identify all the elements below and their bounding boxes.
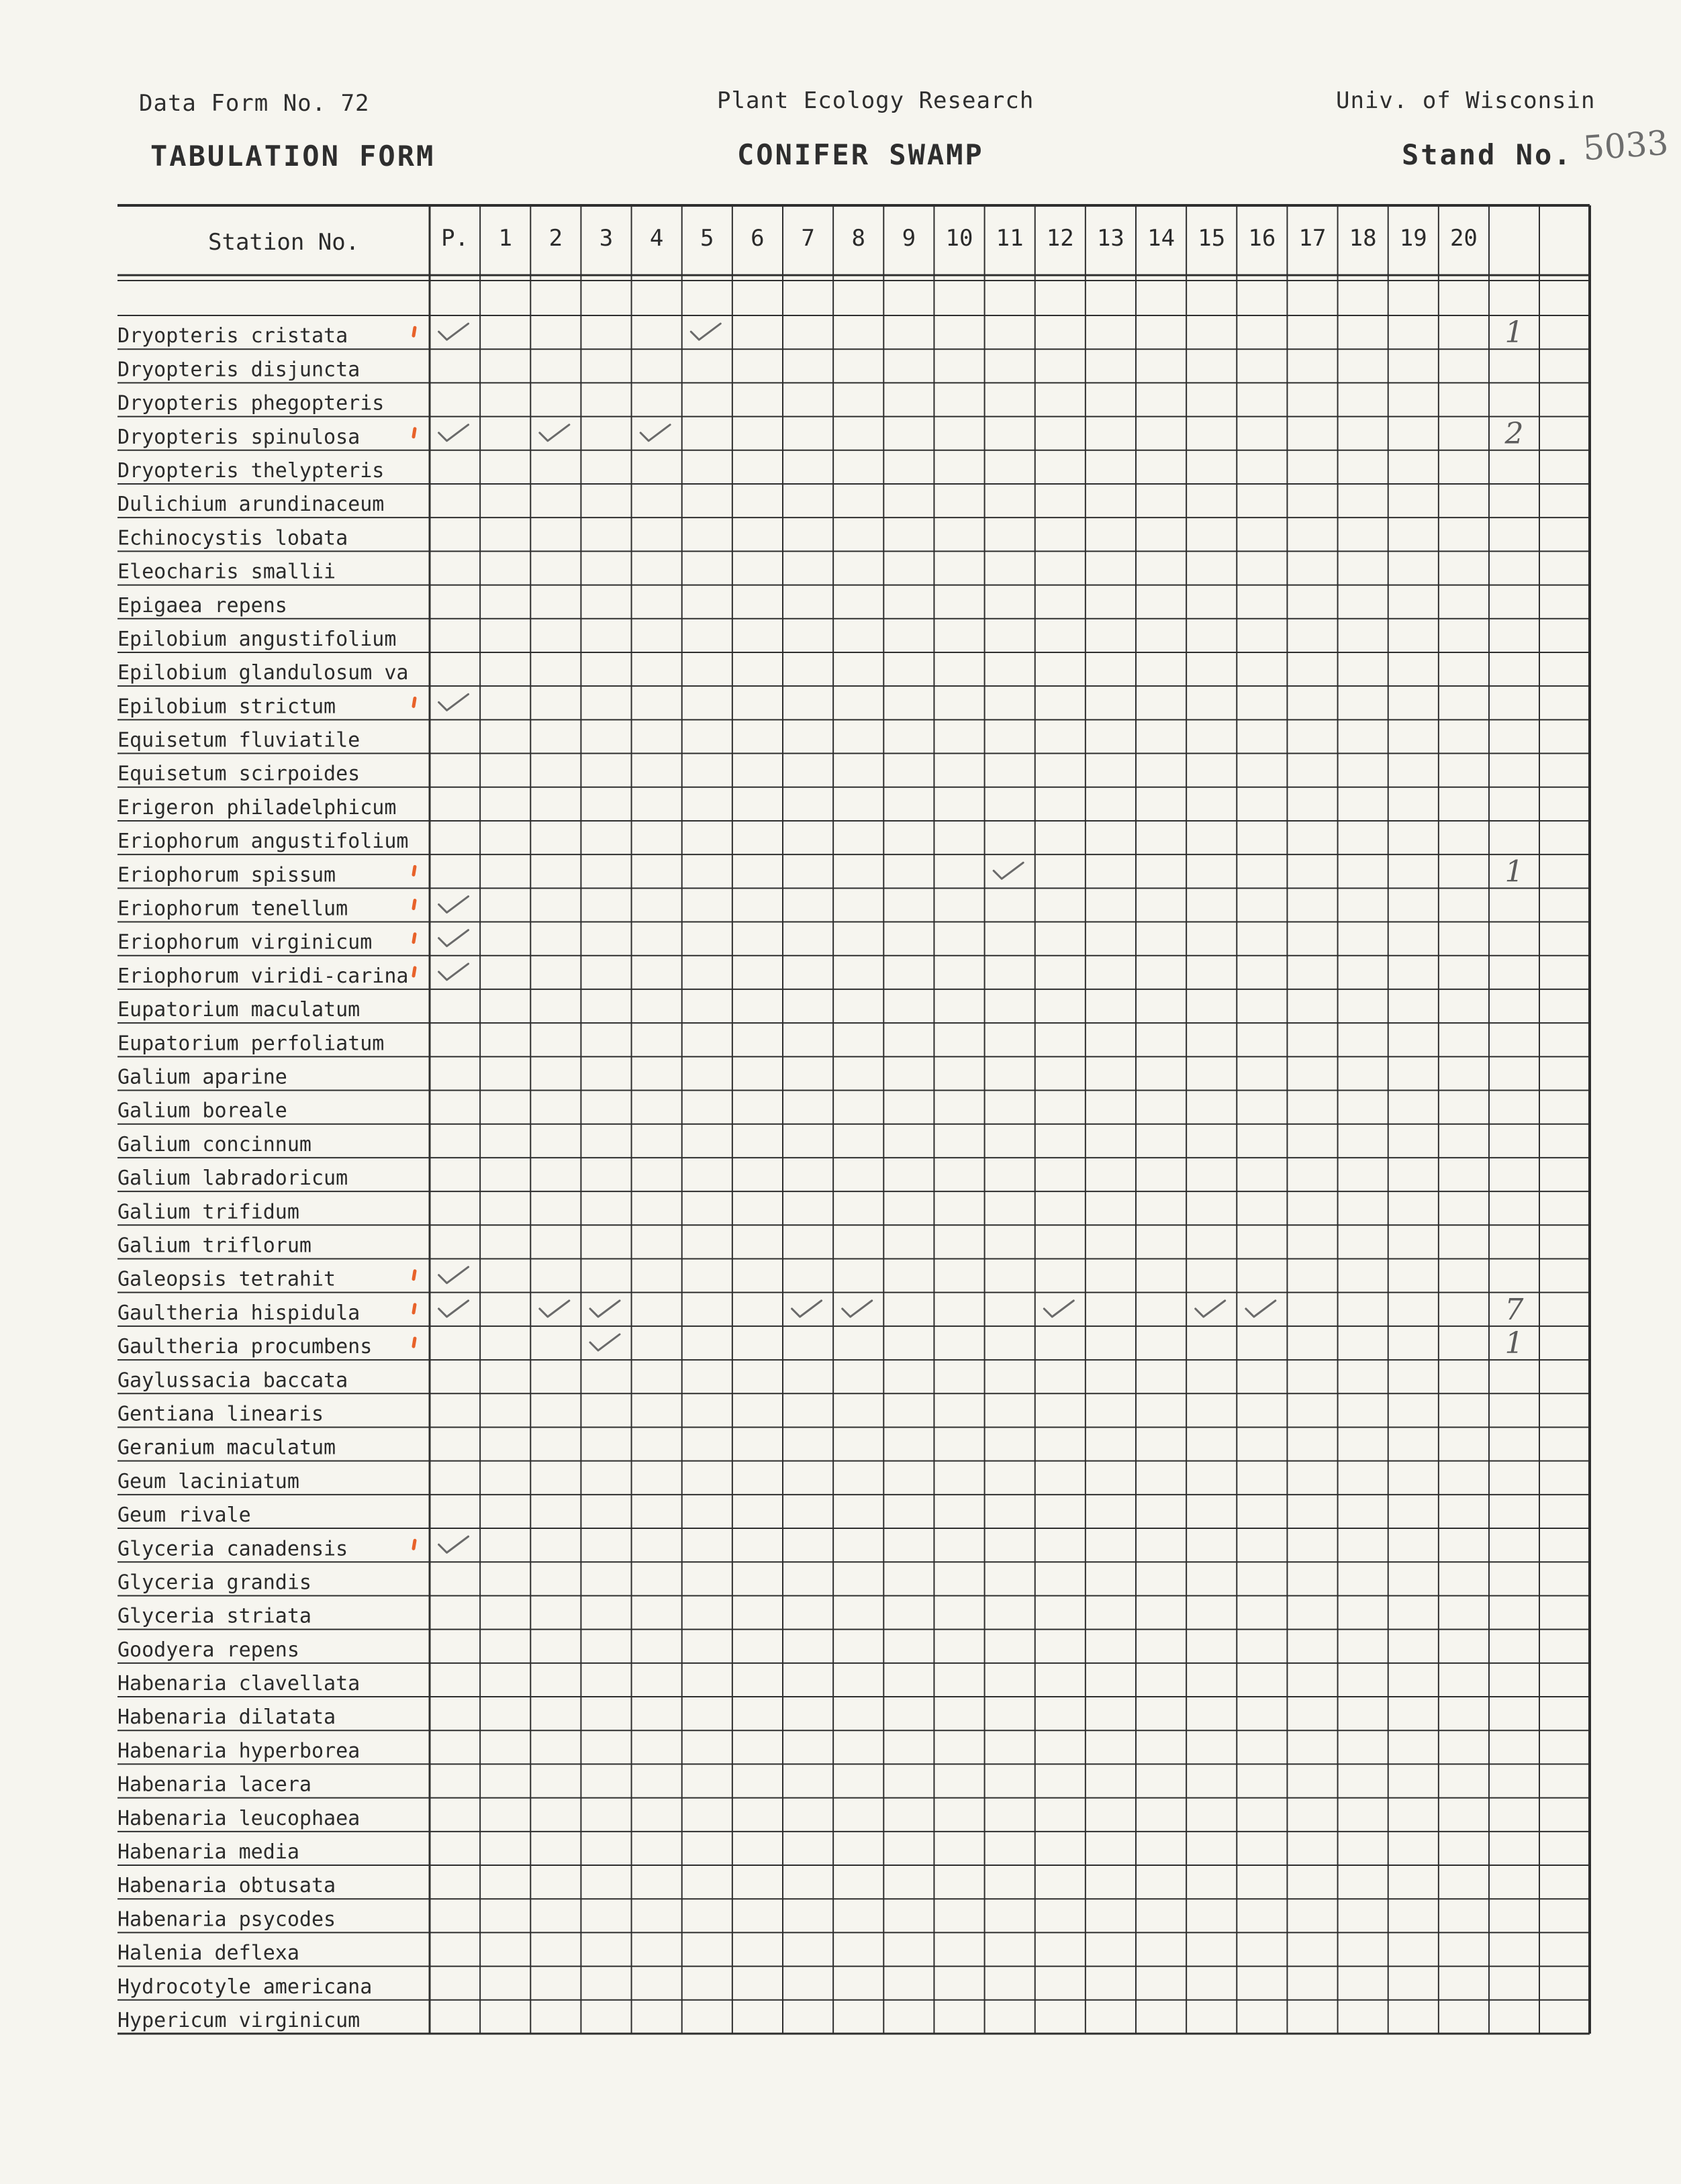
check-mark <box>439 694 469 710</box>
species-name: Gaylussacia baccata <box>117 1369 348 1393</box>
orange-tick-mark <box>414 1540 415 1548</box>
check-mark <box>1044 1301 1073 1317</box>
column-header-Pp: P. <box>441 225 469 252</box>
species-name: Eriophorum tenellum <box>117 897 348 921</box>
species-name: Gaultheria hispidula <box>117 1301 361 1325</box>
orange-tick-mark <box>414 328 415 336</box>
species-name: Habenaria hyperborea <box>117 1739 361 1763</box>
check-mark <box>439 1267 469 1283</box>
species-name: Galium trifidum <box>117 1200 299 1224</box>
species-name: Geum laciniatum <box>117 1469 299 1493</box>
check-mark <box>439 897 469 913</box>
station-number-header: Station No. <box>208 229 360 256</box>
species-name: Habenaria media <box>117 1840 299 1865</box>
orange-tick-mark <box>414 934 415 942</box>
species-name: Hydrocotyle americana <box>117 1975 373 1999</box>
species-name: Echinocystis lobata <box>117 526 348 550</box>
species-name: Epigaea repens <box>117 593 287 617</box>
species-name: Goodyera repens <box>117 1638 299 1662</box>
tally-count: 1 <box>1504 315 1524 350</box>
orange-tick-mark <box>414 1305 415 1313</box>
check-mark <box>439 1536 469 1552</box>
column-header-10: 10 <box>945 225 973 252</box>
column-header-14: 14 <box>1147 225 1175 252</box>
species-name: Dryopteris thelypteris <box>117 458 385 483</box>
check-mark <box>843 1301 872 1317</box>
species-name: Dryopteris phegopteris <box>117 391 385 415</box>
stand-number-value: 5033 <box>1582 123 1670 168</box>
species-name: Galium boreale <box>117 1099 287 1123</box>
check-mark <box>590 1334 620 1350</box>
form-title: TABULATION FORM <box>150 140 436 172</box>
species-name: Glyceria striata <box>117 1604 311 1628</box>
check-mark <box>792 1301 822 1317</box>
column-header-3: 3 <box>599 225 614 252</box>
species-name: Equisetum fluviatile <box>117 728 361 752</box>
species-name: Eriophorum virginicum <box>117 930 373 954</box>
column-header-2: 2 <box>548 225 563 252</box>
species-name: Galium concinnum <box>117 1132 311 1156</box>
species-name: Galeopsis tetrahit <box>117 1267 336 1291</box>
species-name: Habenaria obtusata <box>117 1874 336 1898</box>
species-name: Dryopteris spinulosa <box>117 425 361 449</box>
column-header-6: 6 <box>751 225 765 252</box>
orange-tick-mark <box>414 968 415 976</box>
species-name: Eupatorium perfoliatum <box>117 1032 385 1056</box>
species-name: Galium triflorum <box>117 1234 311 1258</box>
species-name: Geum rivale <box>117 1503 251 1528</box>
orange-tick-mark <box>414 1338 415 1346</box>
species-name: Glyceria canadensis <box>117 1537 348 1561</box>
column-header-13: 13 <box>1096 225 1124 252</box>
column-header-15: 15 <box>1198 225 1226 252</box>
species-name: Halenia deflexa <box>117 1941 299 1965</box>
tally-count: 1 <box>1504 854 1524 889</box>
species-name: Habenaria psycodes <box>117 1907 336 1932</box>
species-name: Eleocharis smallii <box>117 560 336 584</box>
check-mark <box>691 324 720 340</box>
community-title: CONIFER SWAMP <box>737 138 984 171</box>
species-name: Eriophorum spissum <box>117 863 336 887</box>
species-name: Dryopteris disjuncta <box>117 358 361 382</box>
species-name: Epilobium glandulosum va <box>117 661 409 685</box>
form-number: Data Form No. 72 <box>139 90 370 117</box>
species-name: Eriophorum angustifolium <box>117 830 409 854</box>
column-header-9: 9 <box>902 225 916 252</box>
column-header-7: 7 <box>801 225 815 252</box>
orange-tick-mark <box>414 901 415 909</box>
check-mark <box>439 425 469 441</box>
research-title: Plant Ecology Research <box>717 87 1035 114</box>
species-name: Habenaria leucophaea <box>117 1806 361 1830</box>
check-mark <box>590 1301 620 1317</box>
species-name: Erigeron philadelphicum <box>117 795 397 820</box>
species-name: Habenaria lacera <box>117 1773 311 1797</box>
species-name: Gaultheria procumbens <box>117 1335 373 1359</box>
tally-count: 2 <box>1504 416 1524 451</box>
species-name: Habenaria dilatata <box>117 1705 336 1730</box>
species-name: Epilobium angustifolium <box>117 627 397 651</box>
check-mark <box>1196 1301 1225 1317</box>
orange-tick-mark <box>414 429 415 437</box>
check-mark <box>640 425 670 441</box>
check-mark <box>439 324 469 340</box>
check-mark <box>540 1301 569 1317</box>
stand-number-label: Stand No. <box>1402 138 1573 171</box>
check-mark <box>540 425 569 441</box>
column-header-20: 20 <box>1449 225 1478 252</box>
species-name: Galium labradoricum <box>117 1167 348 1191</box>
species-name: Dulichium arundinaceum <box>117 493 385 517</box>
column-header-17: 17 <box>1298 225 1327 252</box>
university-name: Univ. of Wisconsin <box>1336 87 1596 114</box>
check-mark <box>439 964 469 980</box>
species-name: Eupatorium maculatum <box>117 998 361 1022</box>
column-header-16: 16 <box>1248 225 1276 252</box>
column-header-18: 18 <box>1349 225 1377 252</box>
species-name: Hypericum virginicum <box>117 2009 361 2032</box>
check-mark <box>1246 1301 1276 1317</box>
species-name: Glyceria grandis <box>117 1571 311 1595</box>
column-header-1: 1 <box>498 225 512 252</box>
check-mark <box>439 1301 469 1317</box>
species-name: Gentiana linearis <box>117 1402 324 1426</box>
orange-tick-mark <box>414 698 415 706</box>
orange-tick-mark <box>414 1271 415 1279</box>
species-name: Galium aparine <box>117 1065 287 1089</box>
column-header-12: 12 <box>1046 225 1074 252</box>
column-header-8: 8 <box>851 225 865 252</box>
species-name: Dryopteris cristata <box>117 324 348 348</box>
column-header-19: 19 <box>1399 225 1427 252</box>
column-header-5: 5 <box>700 225 714 252</box>
species-name: Geranium maculatum <box>117 1436 336 1460</box>
column-header-11: 11 <box>996 225 1024 252</box>
species-name: Eriophorum viridi-carina <box>117 964 409 988</box>
tally-count: 1 <box>1504 1326 1524 1361</box>
check-mark <box>994 862 1023 879</box>
species-name: Equisetum scirpoides <box>117 762 361 786</box>
orange-tick-mark <box>414 866 415 875</box>
check-mark <box>439 930 469 946</box>
species-name: Habenaria clavellata <box>117 1672 361 1696</box>
column-header-4: 4 <box>649 225 664 252</box>
tally-count: 7 <box>1504 1292 1524 1327</box>
species-name: Epilobium strictum <box>117 695 336 719</box>
